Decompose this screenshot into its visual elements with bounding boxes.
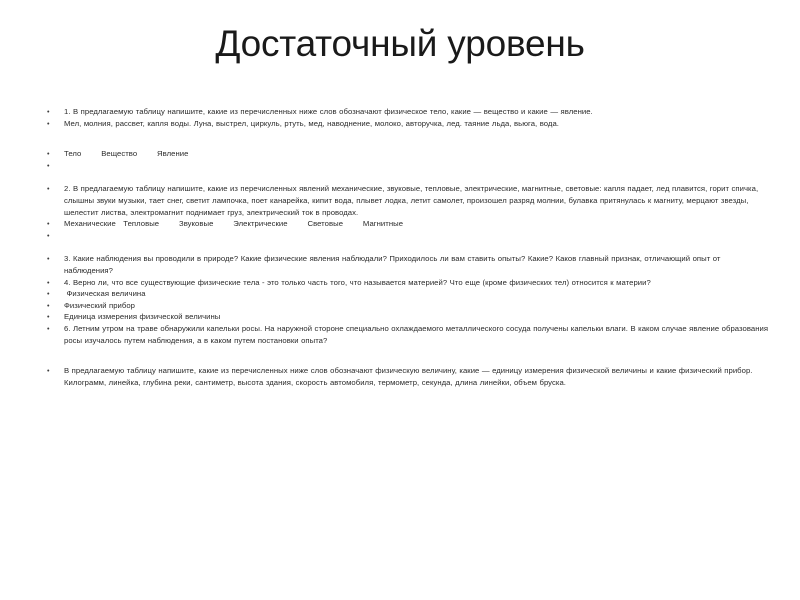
bullet-list-item[interactable] <box>40 253 770 276</box>
bullet-point-icon: • <box>47 366 50 376</box>
bullet-point-icon: • <box>47 277 50 287</box>
page-title: Достаточный уровень <box>215 23 585 64</box>
bullet-group <box>40 253 770 346</box>
bullet-item-text: В предлагаемую таблицу напишите, какие из перечисленных ниже слов обозначают физическую величину, какие — единицу измерения физической величины и какие физический прибор. Килограмм, линейка, глубина реки, сантиметр, высота здания, скорость автомобиля, термометр, секунда, длина линейки, объем бруска. <box>64 366 755 387</box>
bullet-item-text <box>64 160 770 172</box>
bullet-point-icon: • <box>47 160 50 170</box>
bullet-list-item[interactable] <box>40 118 770 130</box>
bullet-point-icon: • <box>47 184 50 194</box>
bullet-list-item[interactable] <box>40 160 770 172</box>
block-spacer <box>40 241 770 253</box>
bullet-point-icon: • <box>47 219 50 229</box>
bullet-list-item[interactable] <box>40 311 770 323</box>
bullet-group <box>40 148 770 171</box>
bullet-point-icon: • <box>47 118 50 128</box>
bullet-item-text: Физический прибор <box>64 300 136 310</box>
bullet-point-icon: • <box>47 312 50 322</box>
bullet-list-item[interactable] <box>40 365 770 388</box>
bullet-list-item[interactable] <box>40 300 770 312</box>
bullet-list-item[interactable] <box>40 106 770 118</box>
bullet-item-text: Единица измерения физической величины <box>64 312 221 322</box>
bullet-group <box>40 183 770 241</box>
bullet-list-item[interactable] <box>40 277 770 289</box>
block-spacer <box>40 171 770 183</box>
bullet-item-text: 6. Летним утром на траве обнаружили капельки росы. На наружной стороне специально охлаждаемого металлического сосуда получены капельки влаги. В каком случае явление образования росы изучалось путем наблюдения, а в каком путем постановки опыта? <box>64 323 771 345</box>
bullet-list-item[interactable] <box>40 230 770 242</box>
bullet-point-icon: • <box>47 149 50 159</box>
bullet-list-item[interactable] <box>40 148 770 160</box>
bullet-point-icon: • <box>47 107 50 116</box>
bullet-item-text: Физическая величина <box>64 289 146 299</box>
bullet-item-text: 2. В предлагаемую таблицу напишите, какие из перечисленных явлений механические, звуковые, тепловые, электрические, магнитные, световые: капля падает, лед плавится, горит спичка, слышны звуки музыки, тает снег, светит лампочка, поет канарейка, кипит вода, плывет лодка, летит самолет, произошел разряд молнии, булавка притянулась к магниту, мерцают звезды, шелестит листва, электромагнит поднимает груз, электрический ток в проводах. <box>64 184 761 217</box>
block-spacer <box>40 346 770 365</box>
bullet-item-text: Мел, молния, рассвет, капля воды. Луна, выстрел, циркуль, ртуть, мед, наводнение, молоко, авторучка, лед. таяние льда, вьюга, вода. <box>64 118 559 128</box>
bullet-point-icon: • <box>47 300 50 310</box>
bullet-point-icon: • <box>47 254 50 264</box>
bullet-point-icon: • <box>47 289 50 299</box>
bullet-item-text: Механические Тепловые Звуковые Электрические Световые Магнитные <box>64 219 404 229</box>
slide-body <box>40 106 770 388</box>
bullet-list-item[interactable] <box>40 183 770 218</box>
bullet-item-text <box>64 230 770 242</box>
bullet-item-text: Тело Вещество Явление <box>64 149 189 159</box>
bullet-list-item[interactable] <box>40 218 770 230</box>
block-spacer <box>40 129 770 148</box>
bullet-point-icon: • <box>47 230 50 240</box>
bullet-list-item[interactable] <box>40 288 770 300</box>
bullet-point-icon: • <box>47 323 50 333</box>
bullet-item-text: 4. Верно ли, что все существующие физические тела - это только часть того, что называется материей? Что еще (кроме физических тел) относится к материи? <box>64 277 651 287</box>
bullet-item-text: 1. В предлагаемую таблицу напишите, какие из перечисленных ниже слов обозначают физическое тело, какие — вещество и какие — явление. <box>64 107 593 116</box>
bullet-item-text: 3. Какие наблюдения вы проводили в природе? Какие физические явления наблюдали? Приходилось ли вам ставить опыты? Какие? Каков главный признак, отличающий опыт от наблюдения? <box>64 254 723 275</box>
bullet-group <box>40 365 770 388</box>
bullet-list-item[interactable] <box>40 323 770 346</box>
bullet-group <box>40 106 770 129</box>
